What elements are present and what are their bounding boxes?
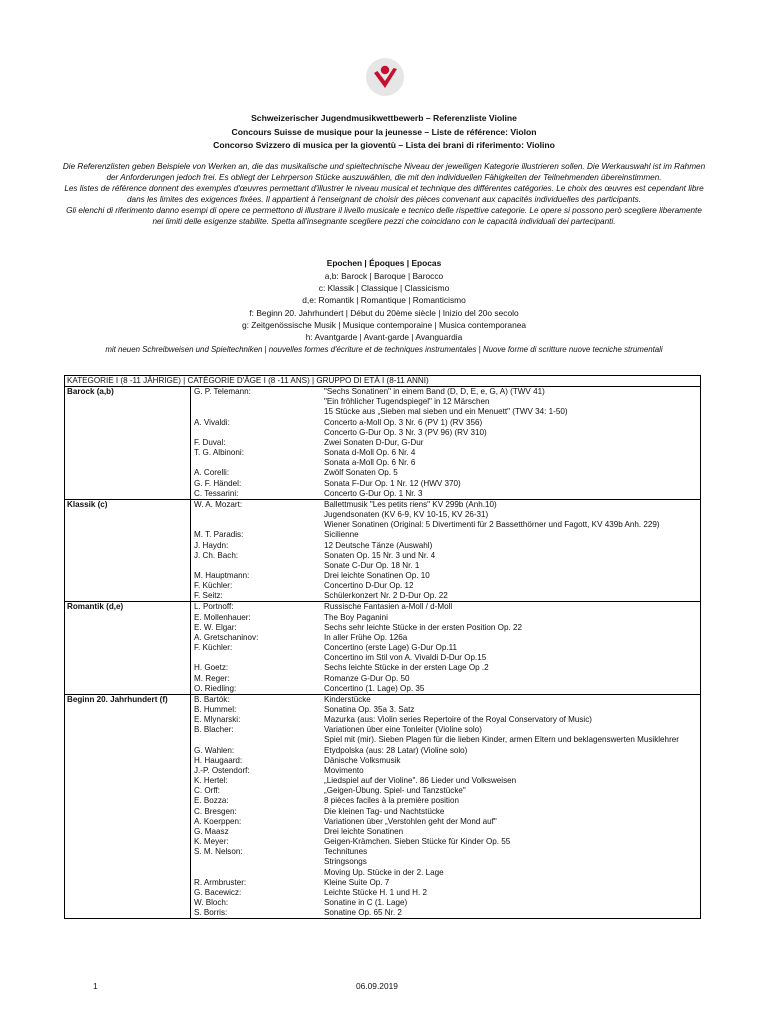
composer-name: O. Riedling: <box>194 683 237 693</box>
work-title: Mazurka (aus: Violin series Repertoire of the Royal Conservatory of Music) <box>324 715 592 725</box>
intro-text <box>62 161 706 227</box>
composer-name: B. Hummel: <box>194 705 237 714</box>
table-section-row <box>65 602 700 694</box>
repertoire-entry <box>191 908 700 918</box>
repertoire-entry <box>191 541 700 551</box>
work-title: Etydpolska (aus: 28 Latar) (Violine solo) <box>324 745 468 755</box>
work-title: Sonatina Op. 35a 3. Satz <box>324 705 415 714</box>
work-title: Spiel mit (mir). Sieben Plagen für die lieben Kinder, armen Eltern und beklagenswerten Musiklehrer <box>324 735 679 745</box>
epochs-heading: Epochen | Époques | Epocas <box>326 258 442 268</box>
work-list <box>324 623 700 633</box>
composer-name: C. Orff: <box>194 786 220 796</box>
work-title: Kinderstücke <box>324 694 371 704</box>
work-title: Romanze G-Dur Op. 50 <box>324 673 410 683</box>
work-list <box>324 602 700 612</box>
work-list <box>324 705 700 715</box>
work-title: Sonata a-Moll Op. 6 Nr. 6 <box>324 458 416 468</box>
work-list <box>324 817 700 827</box>
work-title: Sonatine Op. 65 Nr. 2 <box>324 908 402 918</box>
work-list <box>324 847 700 877</box>
repertoire-entry <box>191 571 700 581</box>
title-it: Concorso Svizzero di musica per la gioventù – Lista dei brani di riferimento: Violino <box>213 140 555 150</box>
title-fr: Concours Suisse de musique pour la jeunesse – Liste de référence: Violon <box>231 126 537 137</box>
work-list <box>324 796 700 806</box>
work-title: Concerto G-Dur Op. 1 Nr. 3 <box>324 488 423 498</box>
work-title: Sechs leichte Stücke in der ersten Lage Op .2 <box>324 663 489 673</box>
work-title: Movimento <box>324 765 364 775</box>
composer-name: J.-P. Ostendorf: <box>194 765 250 775</box>
composer-name: G. P. Telemann: <box>194 387 251 397</box>
work-list <box>324 908 700 918</box>
repertoire-entry <box>191 468 700 478</box>
composer-name: C. Bresgen: <box>194 806 237 816</box>
work-title: In aller Frühe Op. 126a <box>324 632 408 642</box>
composer-name: R. Armbruster: <box>194 877 247 887</box>
work-list <box>324 500 700 530</box>
work-title: Sicilienne <box>324 530 359 540</box>
composer-name: G. Bacewicz: <box>194 887 242 897</box>
epoch-line-note: mit neuen Schreibweisen und Spieltechniken | nouvelles formes d'écriture et de techniques instrumentales | Nuove forme di scritture nuove tecniche strumentali <box>105 345 663 355</box>
work-list <box>324 448 700 468</box>
composer-name: M. Reger: <box>194 673 230 683</box>
category-cell: Beginn 20. Jahrhundert (f) <box>65 695 191 918</box>
composer-name: G. Wahlen: <box>194 745 235 755</box>
category-cell: Klassik (c) <box>65 500 191 602</box>
work-title: Drei leichte Sonatinen Op. 10 <box>324 570 430 580</box>
intro-de: Die Referenzlisten geben Beispiele von Werken an, die das musikalische und spieltechnische Niveau der jeweiligen Kategorie illustrieren sollen. Die Werkauswahl ist im Rahmen der Anforderungen jedoch frei. Es obliegt der Lehrperson Stücke auszuwählen, die mit den individuellen Fähigkeiten der Teilnehmenden übereinstimmen. <box>62 162 706 182</box>
work-list <box>324 633 700 643</box>
work-title: Die kleinen Tag- und Nachtstücke <box>324 806 445 816</box>
work-title: Concerto G-Dur Op. 3 Nr. 3 (PV 96) (RV 310) <box>324 427 487 437</box>
repertoire-entry <box>191 551 700 571</box>
composer-name: W. Bloch: <box>194 897 229 907</box>
repertoire-entry <box>191 418 700 438</box>
footer-date: 06.09.2019 <box>356 981 398 991</box>
category-cell: Barock (a,b) <box>65 387 191 499</box>
repertoire-entry <box>191 581 700 591</box>
work-title: Concertino im Stil von A. Vivaldi D-Dur Op.15 <box>324 653 487 663</box>
works-cell <box>191 695 700 918</box>
work-list <box>324 776 700 786</box>
repertoire-entry <box>191 796 700 806</box>
work-title: The Boy Paganini <box>324 612 388 622</box>
table-section-row <box>65 387 700 500</box>
repertoire-entry <box>191 684 700 694</box>
table-header-row <box>65 376 700 387</box>
epochs-legend <box>0 256 768 356</box>
repertoire-entry <box>191 898 700 908</box>
work-title: „Geigen-Übung. Spiel- und Tanzstücke" <box>324 786 466 796</box>
work-list <box>324 878 700 888</box>
repertoire-entry <box>191 489 700 499</box>
composer-name: J. Haydn: <box>194 540 229 550</box>
work-title: Ballettmusik "Les petits riens" KV 299b (Anh.10) <box>324 499 497 509</box>
epoch-line: h: Avantgarde | Avant-garde | Avanguardia <box>305 332 463 343</box>
work-title: Sonate C-Dur Op. 18 Nr. 1 <box>324 560 420 570</box>
repertoire-entry <box>191 715 700 725</box>
logo-icon <box>365 57 405 97</box>
epoch-line: c: Klassik | Classique | Classicismo <box>318 283 450 294</box>
epoch-line: f: Beginn 20. Jahrhundert | Début du 20ème siècle | Inizio del 20o secolo <box>249 307 519 318</box>
composer-name: G. F. Händel: <box>194 478 242 488</box>
repertoire-entry <box>191 756 700 766</box>
work-list <box>324 591 700 601</box>
work-title: Russische Fantasien a-Moll / d-Moll <box>324 602 453 612</box>
repertoire-entry <box>191 602 700 612</box>
composer-name: M. T. Paradis: <box>194 530 244 540</box>
work-title: "Sechs Sonatinen" in einem Band (D, D, E, e, G, A) (TWV 41) <box>324 387 545 397</box>
work-list <box>324 663 700 673</box>
work-list <box>324 827 700 837</box>
repertoire-entry <box>191 623 700 633</box>
composer-name: W. A. Mozart: <box>194 499 243 509</box>
repertoire-entry <box>191 817 700 827</box>
repertoire-entry <box>191 695 700 705</box>
work-list <box>324 725 700 745</box>
repertoire-entry <box>191 746 700 756</box>
works-cell <box>191 387 700 499</box>
work-list <box>324 613 700 623</box>
epoch-line: d,e: Romantik | Romantique | Romanticismo <box>302 295 466 306</box>
composer-name: C. Tessarini: <box>194 488 239 498</box>
repertoire-entry <box>191 888 700 898</box>
work-list <box>324 418 700 438</box>
works-cell <box>191 602 700 693</box>
work-title: Variationen über „Verstohlen geht der Mond auf" <box>324 816 497 826</box>
work-title: Sonata F-Dur Op. 1 Nr. 12 (HWV 370) <box>324 478 461 488</box>
composer-name: F. Küchler: <box>194 581 233 591</box>
composer-name: H. Haugaard: <box>194 755 243 765</box>
work-title: 8 pièces faciles à la première position <box>324 796 459 806</box>
epoch-line: g: Zeitgenössische Musik | Musique contemporaine | Musica contemporanea <box>241 319 527 330</box>
work-list <box>324 715 700 725</box>
composer-name: G. Maasz <box>194 826 229 836</box>
work-title: Geigen-Krämchen. Sieben Stücke für Kinder Op. 55 <box>324 837 511 847</box>
composer-name: E. Mlynarski: <box>194 715 241 725</box>
work-title: Sonata d-Moll Op. 6 Nr. 4 <box>324 448 416 458</box>
work-title: Concertino (1. Lage) Op. 35 <box>324 683 425 693</box>
composer-name: B. Blacher: <box>194 725 234 735</box>
work-title: Zwei Sonaten D-Dur, G-Dur <box>324 437 424 447</box>
work-list <box>324 479 700 489</box>
work-title: Sechs sehr leichte Stücke in der ersten Position Op. 22 <box>324 622 522 632</box>
work-title: Zwölf Sonaten Op. 5 <box>324 468 398 478</box>
composer-name: H. Goetz: <box>194 663 229 673</box>
repertoire-entry <box>191 837 700 847</box>
repertoire-entry <box>191 878 700 888</box>
composer-name: L. Portnoff: <box>194 602 234 612</box>
composer-name: F. Duval: <box>194 437 226 447</box>
work-list <box>324 530 700 540</box>
intro-fr: Les listes de référence donnent des exemples d'œuvres permettant d'illustrer le niveau musical et technique des différentes catégories. Le choix des œuvres est cependant libre dans les limites des exigences fixées. Il appartient à l'enseignant de choisir des pièces convenant aux capacités individuelles des participants. <box>64 184 704 204</box>
composer-name: T. G. Albinoni: <box>194 448 244 458</box>
composer-name: F. Seitz: <box>194 591 223 601</box>
work-title: "Ein fröhlicher Tugendspiegel" in 12 Märschen <box>324 397 490 407</box>
work-list <box>324 489 700 499</box>
work-title: Drei leichte Sonatinen <box>324 826 404 836</box>
work-list <box>324 888 700 898</box>
repertoire-entry <box>191 613 700 623</box>
repertoire-entry <box>191 786 700 796</box>
work-list <box>324 581 700 591</box>
work-title: Leichte Stücke H. 1 und H. 2 <box>324 887 428 897</box>
composer-name: M. Hauptmann: <box>194 570 250 580</box>
table-section-row <box>65 500 700 603</box>
composer-name: J. Ch. Bach: <box>194 550 239 560</box>
work-title: Kleine Suite Op. 7 <box>324 877 390 887</box>
work-title: Jugendsonaten (KV 6-9, KV 10-15, KV 26-31) <box>324 510 489 520</box>
work-list <box>324 766 700 776</box>
repertoire-entry <box>191 766 700 776</box>
composer-name: A. Gretschaninov: <box>194 632 259 642</box>
work-title: 12 Deutsche Tänze (Auswahl) <box>324 540 433 550</box>
category-cell: Romantik (d,e) <box>65 602 191 693</box>
work-title: Variationen über eine Tonleiter (Violine solo) <box>324 725 482 735</box>
epoch-line: a,b: Barock | Baroque | Barocco <box>324 271 444 281</box>
work-title: Dänische Volksmusik <box>324 755 401 765</box>
work-list <box>324 571 700 581</box>
repertoire-entry <box>191 705 700 715</box>
composer-name: S. Borris: <box>194 908 228 918</box>
work-list <box>324 837 700 847</box>
repertoire-entry <box>191 847 700 877</box>
work-list <box>324 643 700 663</box>
work-list <box>324 746 700 756</box>
work-list <box>324 541 700 551</box>
repertoire-entry <box>191 633 700 643</box>
work-list <box>324 786 700 796</box>
work-title: Technitunes <box>324 847 368 857</box>
table-header: KATEGORIE I (8 -11 JÄHRIGE) | CATÉGORIE D'ÂGE I (8 -11 ANS) | GRUPPO DI ETÀ I (8-11 ANNI) <box>67 376 429 385</box>
intro-it: Gli elenchi di riferimento danno esempi di opere ce permettono di illustrare il livello musicale e tecnico delle rispettive categorie. Le opere si possono però scegliere liberamente nei limiti delle esigenze stabilite. Spetta all'insegnante scegliere pezzi che coincidano con le capacità individuali dei partecipanti. <box>66 206 702 226</box>
page-number: 1 <box>93 981 98 991</box>
repertoire-entry <box>191 530 700 540</box>
work-list <box>324 807 700 817</box>
repertoire-entry <box>191 776 700 786</box>
work-list <box>324 551 700 571</box>
composer-name: F. Küchler: <box>194 643 233 653</box>
work-list <box>324 898 700 908</box>
work-list <box>324 674 700 684</box>
work-list <box>324 387 700 417</box>
repertoire-entry <box>191 643 700 663</box>
work-title: „Liedspiel auf der Violine". 86 Lieder und Volksweisen <box>324 776 517 786</box>
repertoire-entry <box>191 448 700 468</box>
work-list <box>324 438 700 448</box>
work-title: Moving Up. Stücke in der 2. Lage <box>324 867 444 877</box>
work-list <box>324 695 700 705</box>
work-title: Schülerkonzert Nr. 2 D-Dur Op. 22 <box>324 591 448 601</box>
table-section-row <box>65 695 700 919</box>
repertoire-entry <box>191 387 700 417</box>
composer-name: A. Corelli: <box>194 468 230 478</box>
repertoire-entry <box>191 500 700 530</box>
repertoire-entry <box>191 674 700 684</box>
work-title: Concerto a-Moll Op. 3 Nr. 6 (PV 1) (RV 356) <box>324 417 483 427</box>
composer-name: S. M. Nelson: <box>194 847 243 857</box>
repertoire-entry <box>191 725 700 745</box>
title-block <box>0 112 768 153</box>
work-list <box>324 468 700 478</box>
work-list <box>324 684 700 694</box>
composer-name: E. Bozza: <box>194 796 229 806</box>
work-title: Concertino D-Dur Op. 12 <box>324 581 414 591</box>
work-title: Wiener Sonatinen (Original: 5 Divertimenti für 2 Bassetthörner und Fagott, KV 439b Anh. 229) <box>324 520 660 530</box>
work-title: Concertino (erste Lage) G-Dur Op.11 <box>324 643 458 653</box>
repertoire-entry <box>191 591 700 601</box>
work-title: Stringsongs <box>324 857 367 867</box>
composer-name: K. Meyer: <box>194 837 229 847</box>
composer-name: E. Mollenhauer: <box>194 612 251 622</box>
work-list <box>324 756 700 766</box>
work-title: Sonatine in C (1. Lage) <box>324 897 408 907</box>
repertoire-entry <box>191 479 700 489</box>
repertoire-table <box>64 375 701 919</box>
repertoire-entry <box>191 663 700 673</box>
composer-name: A. Koerppen: <box>194 816 242 826</box>
work-title: 15 Stücke aus „Sieben mal sieben und ein Menuett" (TWV 34: 1-50) <box>324 407 568 417</box>
repertoire-entry <box>191 438 700 448</box>
composer-name: K. Hertel: <box>194 776 228 786</box>
composer-name: B. Bartók: <box>194 694 230 704</box>
repertoire-entry <box>191 827 700 837</box>
composer-name: E. W. Elgar: <box>194 622 237 632</box>
title-de: Schweizerischer Jugendmusikwettbewerb – Referenzliste Violine <box>251 113 517 123</box>
works-cell <box>191 500 700 602</box>
work-title: Sonaten Op. 15 Nr. 3 und Nr. 4 <box>324 550 436 560</box>
repertoire-entry <box>191 807 700 817</box>
composer-name: A. Vivaldi: <box>194 417 230 427</box>
